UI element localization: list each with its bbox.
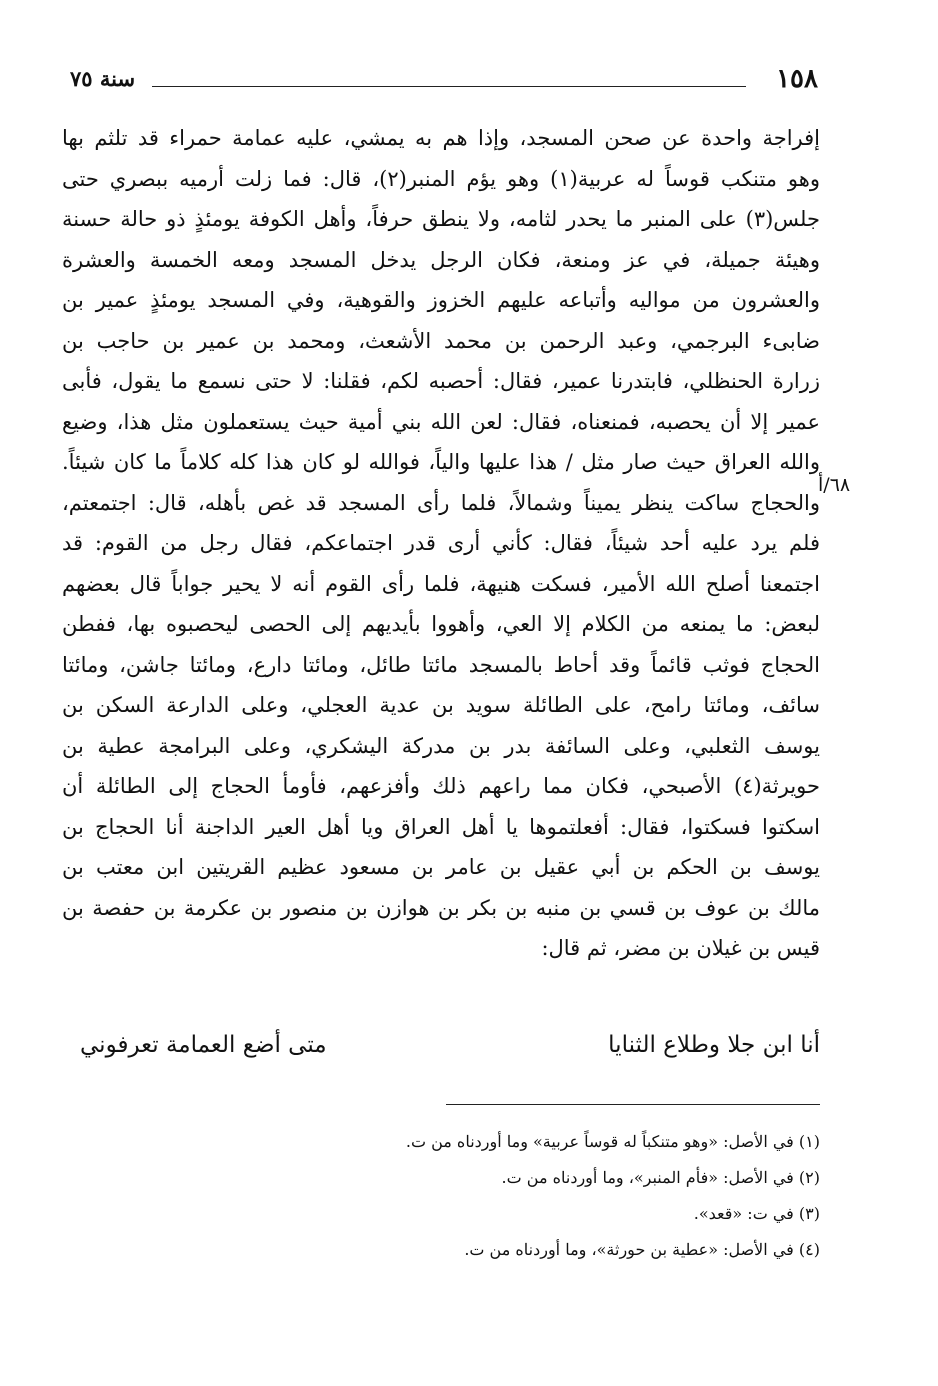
text-line: حويرثة(٤) الأصبحي، فكان مما راعهم ذلك وأفزعهم، فأومأ الحجاج إلى الطائلة أن: [62, 774, 820, 798]
footnote: (٣) في ت: «قعد».: [693, 1204, 820, 1223]
text-line: ضابىء البرجمي، وعبد الرحمن بن محمد الأشعث، ومحمد بن عمير بن حاجب بن: [62, 328, 820, 353]
text-line: والله العراق حيث صار مثل / هذا عليها والياً، فوالله لو كان هذا كله كلاماً ما كان شيئاً.: [62, 450, 820, 474]
text-line: والحجاج ساكت ينظر يميناً وشمالاً، فلما رأى المسجد قد غص بأهله، قال: اجتمعتم،: [62, 490, 820, 515]
text-line: إفراجة واحدة عن صحن المسجد، وإذا هم به يمشي، عليه عمامة حمراء قد تلثم بها: [62, 126, 820, 150]
footnote: (٢) في الأصل: «فأم المنبر»، وما أوردناه من ت.: [501, 1168, 820, 1187]
manuscript-folio-marker: ٦٨/أ: [818, 474, 851, 496]
text-line: والعشرون من مواليه وأتباعه عليهم الخزوز والقوهية، وفي المسجد يومئذٍ عمير بن: [62, 288, 820, 312]
text-line: اسكتوا فسكتوا، فقال: أفعلتموها يا أهل العراق ويا أهل العير الداجنة أنا الحجاج بن: [62, 814, 820, 839]
footnote: (١) في الأصل: «وهو متنكباً له قوساً عربية» وما أوردناه من ت.: [405, 1132, 820, 1151]
text-line: مالك بن عوف بن قسي بن منبه بن بكر بن هوازن بن منصور بن عكرمة بن حفصة بن: [62, 895, 820, 920]
text-line: وهيئة جميلة، في عز ومنعة، فكان الرجل يدخل المسجد ومعه الخمسة والعشرة: [62, 247, 820, 272]
text-line: يوسف الثعلبي، وعلى السائفة بدر بن مدركة اليشكري، وعلى البرامجة عطية بن: [62, 733, 820, 758]
header-rule: [152, 86, 746, 87]
text-line: لبعض: ما يمنعه من الكلام إلا العي، وأهووا بأيديهم إلى الحصى ليحصبوه بها، ففطن: [62, 612, 820, 636]
main-text: [62, 118, 820, 969]
text-line: زرارة الحنظلي، فابتدرنا عمير، فقال: أحصبه لكم، فقلنا: لا حتى نسمع ما يقول، فأبى: [62, 369, 820, 393]
text-line: فلم يرد عليه أحد شيئاً، فقال: كأني أرى قدر اجتماعكم، فقال رجل من القوم: قد: [62, 531, 820, 555]
footnote: (٤) في الأصل: «عطية بن حورثة»، وما أوردناه من ت.: [464, 1240, 820, 1259]
text-line: اجتمعنا أصلح الله الأمير، فسكت هنيهة، فلما رأى القوم أنه لا يحير جواباً قال بعضهم: [62, 571, 820, 596]
text-line: سائف، ومائتا رامح، على الطائلة سويد بن عدية العجلي، وعلى الدارعة السكن بن: [62, 693, 820, 717]
verse-second-hemistich: متى أضع العمامة تعرفوني: [80, 1032, 327, 1058]
text-line: قيس بن غيلان بن مضر، ثم قال:: [541, 936, 820, 960]
page-number: ١٥٨: [776, 64, 818, 94]
text-line: الحجاج فوثب قائماً وقد أحاط بالمسجد مائتا طائل، ومائتا دارع، ومائتا جاشن، ومائتا: [62, 652, 820, 677]
year-label: سنة ٧٥: [70, 66, 136, 91]
text-line: وهو متنكب قوساً له عربية(١) وهو يؤم المنبر(٢)، قال: فما زلت أرميه ببصري حتى: [62, 166, 820, 191]
footnote-separator: [446, 1104, 820, 1105]
text-line: يوسف بن الحكم بن أبي عقيل بن عامر بن مسعود عظيم القريتين ابن معتب بن: [62, 855, 820, 879]
poetry-verse: [80, 1032, 820, 1076]
page-header: [70, 64, 818, 104]
text-line: عمير إلا أن يحصبه، فمنعناه، فقال: لعن الله بني أمية حيث يستعملون مثل هذا، وضيع: [62, 409, 820, 434]
footnotes: [300, 1124, 820, 1268]
text-line: جلس(٣) على المنبر ما يحدر لثامه، ولا ينطق حرفاً، وأهل الكوفة يومئذٍ ذو حالة حسنة: [62, 207, 820, 231]
verse-first-hemistich: أنا ابن جلا وطلاع الثنايا: [608, 1032, 820, 1058]
